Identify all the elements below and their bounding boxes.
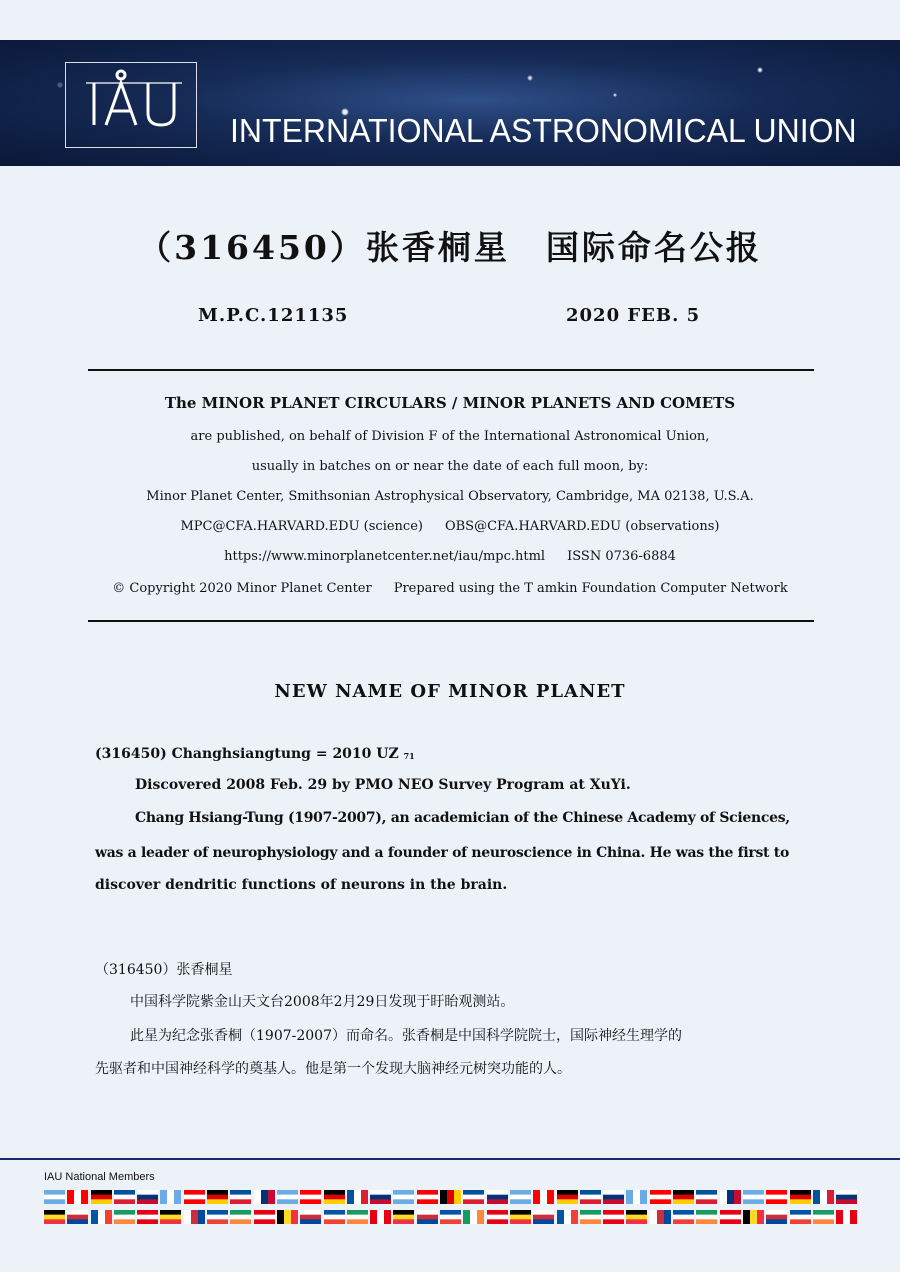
country-flag-icon	[813, 1190, 834, 1204]
country-flag-icon	[393, 1210, 414, 1224]
bottom-divider	[88, 620, 814, 622]
country-flag-icon	[44, 1210, 65, 1224]
country-flag-icon	[580, 1190, 601, 1204]
country-flag-icon	[790, 1190, 811, 1204]
country-flag-icon	[813, 1210, 834, 1224]
country-flag-icon	[347, 1190, 368, 1204]
issn: ISSN 0736-6884	[567, 549, 676, 564]
country-flag-icon	[67, 1210, 88, 1224]
en-designation	[95, 746, 415, 762]
website-link: https://www.minorplanetcenter.net/iau/mpc.html	[224, 549, 546, 564]
country-flag-icon	[370, 1190, 391, 1204]
country-flag-icon	[766, 1210, 787, 1224]
country-flag-icon	[836, 1210, 857, 1224]
country-flag-icon	[557, 1210, 578, 1224]
country-flag-icon	[417, 1190, 438, 1204]
country-flag-icon	[207, 1190, 228, 1204]
country-flag-icon	[184, 1210, 205, 1224]
email-observations: OBS@CFA.HARVARD.EDU (observations)	[444, 519, 720, 534]
country-flag-icon	[836, 1190, 857, 1204]
country-flag-icon	[440, 1210, 461, 1224]
publisher-emails	[0, 519, 900, 534]
footer-divider	[0, 1158, 900, 1160]
country-flag-icon	[114, 1210, 135, 1224]
country-flag-icon	[557, 1190, 578, 1204]
page-title: （316450）张香桐星 国际命名公报	[138, 228, 762, 267]
country-flag-icon	[300, 1190, 321, 1204]
en-designation-sub: 71	[403, 751, 415, 761]
country-flag-icon	[324, 1210, 345, 1224]
country-flag-icon	[160, 1210, 181, 1224]
publisher-line-1: are published, on behalf of Division F of the International Astronomical Union,	[190, 429, 710, 444]
iau-banner	[0, 40, 900, 166]
country-flag-icon	[487, 1210, 508, 1224]
national-member-flags	[44, 1190, 859, 1230]
mpc-number: M.P.C.121135	[198, 305, 349, 326]
country-flag-icon	[114, 1190, 135, 1204]
country-flag-icon	[650, 1190, 671, 1204]
country-flag-icon	[137, 1210, 158, 1224]
country-flag-icon	[300, 1210, 321, 1224]
en-designation-text: (316450) Changhsiangtung = 2010 UZ	[95, 746, 399, 762]
country-flag-icon	[696, 1210, 717, 1224]
country-flag-icon	[393, 1190, 414, 1204]
publisher-line-2: usually in batches on or near the date of each full moon, by:	[251, 459, 649, 474]
zh-citation-line-1: 此星为纪念张香桐（1907-2007）而命名。张香桐是中国科学院院士，国际神经生理学的	[130, 1028, 682, 1044]
country-flag-icon	[743, 1210, 764, 1224]
country-flag-icon	[533, 1210, 554, 1224]
country-flag-icon	[790, 1210, 811, 1224]
iau-logo	[65, 62, 197, 148]
country-flag-icon	[44, 1190, 65, 1204]
publisher-web	[0, 549, 900, 564]
country-flag-icon	[510, 1190, 531, 1204]
country-flag-icon	[277, 1190, 298, 1204]
en-discovered: Discovered 2008 Feb. 29 by PMO NEO Survey Program at XuYi.	[135, 777, 631, 793]
country-flag-icon	[463, 1210, 484, 1224]
en-citation-line-1: Chang Hsiang-Tung (1907-2007), an academician of the Chinese Academy of Sciences,	[135, 810, 790, 826]
country-flag-icon	[720, 1210, 741, 1224]
members-label: IAU National Members	[44, 1171, 155, 1183]
country-flag-icon	[184, 1190, 205, 1204]
country-flag-icon	[207, 1210, 228, 1224]
country-flag-icon	[230, 1190, 251, 1204]
zh-citation-line-2: 先驱者和中国神经科学的奠基人。他是第一个发现大脑神经元树突功能的人。	[95, 1061, 571, 1077]
country-flag-icon	[533, 1190, 554, 1204]
country-flag-icon	[440, 1190, 461, 1204]
country-flag-icon	[743, 1190, 764, 1204]
country-flag-icon	[137, 1190, 158, 1204]
publication-date: 2020 FEB. 5	[566, 305, 701, 326]
country-flag-icon	[696, 1190, 717, 1204]
country-flag-icon	[673, 1210, 694, 1224]
copyright: © Copyright 2020 Minor Planet Center	[112, 581, 372, 596]
country-flag-icon	[277, 1210, 298, 1224]
iau-logo-icon	[66, 63, 196, 147]
country-flag-icon	[650, 1210, 671, 1224]
country-flag-icon	[324, 1190, 345, 1204]
country-flag-icon	[254, 1210, 275, 1224]
zh-designation: （316450）张香桐星	[95, 962, 233, 978]
country-flag-icon	[230, 1210, 251, 1224]
prepared-note: Prepared using the T amkin Foundation Computer Network	[393, 581, 788, 596]
country-flag-icon	[347, 1210, 368, 1224]
country-flag-icon	[91, 1190, 112, 1204]
country-flag-icon	[254, 1190, 275, 1204]
org-name: INTERNATIONAL ASTRONOMICAL UNION	[230, 112, 857, 149]
email-science: MPC@CFA.HARVARD.EDU (science)	[180, 519, 423, 534]
publisher-address: Minor Planet Center, Smithsonian Astrophysical Observatory, Cambridge, MA 02138, U.S.A.	[146, 489, 754, 504]
country-flag-icon	[603, 1190, 624, 1204]
zh-discovered: 中国科学院紫金山天文台2008年2月29日发现于盱眙观测站。	[130, 994, 515, 1010]
country-flag-icon	[487, 1190, 508, 1204]
country-flag-icon	[370, 1210, 391, 1224]
top-divider	[88, 369, 814, 371]
country-flag-icon	[91, 1210, 112, 1224]
country-flag-icon	[603, 1210, 624, 1224]
country-flag-icon	[720, 1190, 741, 1204]
country-flag-icon	[626, 1190, 647, 1204]
country-flag-icon	[673, 1190, 694, 1204]
country-flag-icon	[160, 1190, 181, 1204]
country-flag-icon	[510, 1210, 531, 1224]
country-flag-icon	[417, 1210, 438, 1224]
publisher-copyright	[0, 581, 900, 596]
country-flag-icon	[67, 1190, 88, 1204]
country-flag-icon	[463, 1190, 484, 1204]
en-citation-line-2: was a leader of neurophysiology and a founder of neuroscience in China. He was the first to	[95, 845, 789, 861]
publisher-heading: The MINOR PLANET CIRCULARS / MINOR PLANETS AND COMETS	[164, 394, 736, 412]
country-flag-icon	[766, 1190, 787, 1204]
section-title: NEW NAME OF MINOR PLANET	[274, 681, 626, 702]
en-citation-line-3: discover dendritic functions of neurons in the brain.	[95, 877, 508, 893]
country-flag-icon	[626, 1210, 647, 1224]
country-flag-icon	[580, 1210, 601, 1224]
